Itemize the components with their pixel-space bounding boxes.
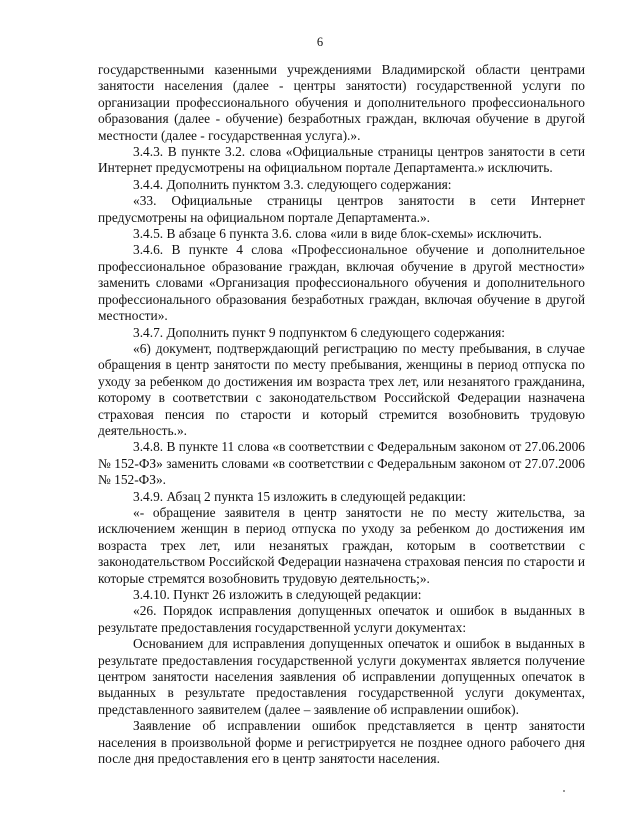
scan-speck [563,790,565,792]
paragraph: 3.4.4. Дополнить пунктом 3.3. следующего содержания: [133,176,452,192]
paragraph: 3.4.8. В пункте 11 слова «в соответствии с Федеральным законом от 27.06.2006 № 152-ФЗ» заменить словами «в соответствии с Федеральным законом от 27.07.2006 № 152-ФЗ». [98,439,585,488]
paragraph: 3.4.5. В абзаце 6 пункта 3.6. слова «или в виде блок-схемы» исключить. [133,226,542,242]
paragraph: «- обращение заявителя в центр занятости не по месту жительства, за исключением женщин в период отпуска по уходу за ребенком до достижения им возраста трех лет, или незанятых граждан, которым в соответствии с законодательством Российской Федерации назначена страховая пенсия по старости и которые стремятся возобновить трудовую деятельность;». [98,504,585,586]
paragraph: Основанием для исправления допущенных опечаток и ошибок в выданных в результате предоставления государственной услуги документах является получение центром занятости населения заявления об исправлении допущенных опечаток в выданных в результате предоставления государственной услуги документах, представленного заявителем (далее – заявление об исправлении ошибок). [98,636,585,717]
paragraph: «33. Официальные страницы центров занятости в сети Интернет предусмотрены на официальном портале Департамента.». [98,193,585,225]
paragraph: 3.4.10. Пункт 26 изложить в следующей редакции: [133,587,422,602]
paragraph: 3.4.9. Абзац 2 пункта 15 изложить в следующей редакции: [133,488,466,504]
page-number: 6 [316,35,324,49]
paragraph: «26. Порядок исправления допущенных опечаток и ошибок в выданных в результате предоставления государственной услуги документах: [98,603,585,635]
paragraph: государственными казенными учреждениями Владимирской области центрами занятости населения (далее - центры занятости) государственной услуги по организации профессионального обучения и дополнительного профессионального образования (далее - обучение) безработных граждан, включая обучение в другой местности (далее - государственная услуга).». [98,62,585,143]
paragraph: «6) документ, подтверждающий регистрацию по месту пребывания, в случае обращения в центр занятости по месту пребывания, женщины в период отпуска по уходу за ребенком до достижения им возраста трех лет, или незанятого гражданина, которому в соответствии с законодательством Российской Федерации назначена страховая пенсия по старости и который стремится возобновить трудовую деятельность.». [98,340,585,438]
paragraph: Заявление об исправлении ошибок представляется в центр занятости населения в произвольной форме и регистрируется не позднее одного рабочего дня после дня предоставления его в центр занятости населения. [98,718,585,767]
paragraph: 3.4.3. В пункте 3.2. слова «Официальные страницы центров занятости в сети Интернет предусмотрены на официальном портале Департамента.» исключить. [98,144,585,176]
paragraph: 3.4.7. Дополнить пункт 9 подпунктом 6 следующего содержания: [133,324,506,340]
paragraph: 3.4.6. В пункте 4 слова «Профессиональное обучение и дополнительное профессиональное образование граждан, включая обучение в другой местности» заменить словами «Организация профессионального обучения и дополнительного профессионального образования безработных граждан, включая обучение в другой местности». [98,242,585,324]
document-body [98,62,585,767]
